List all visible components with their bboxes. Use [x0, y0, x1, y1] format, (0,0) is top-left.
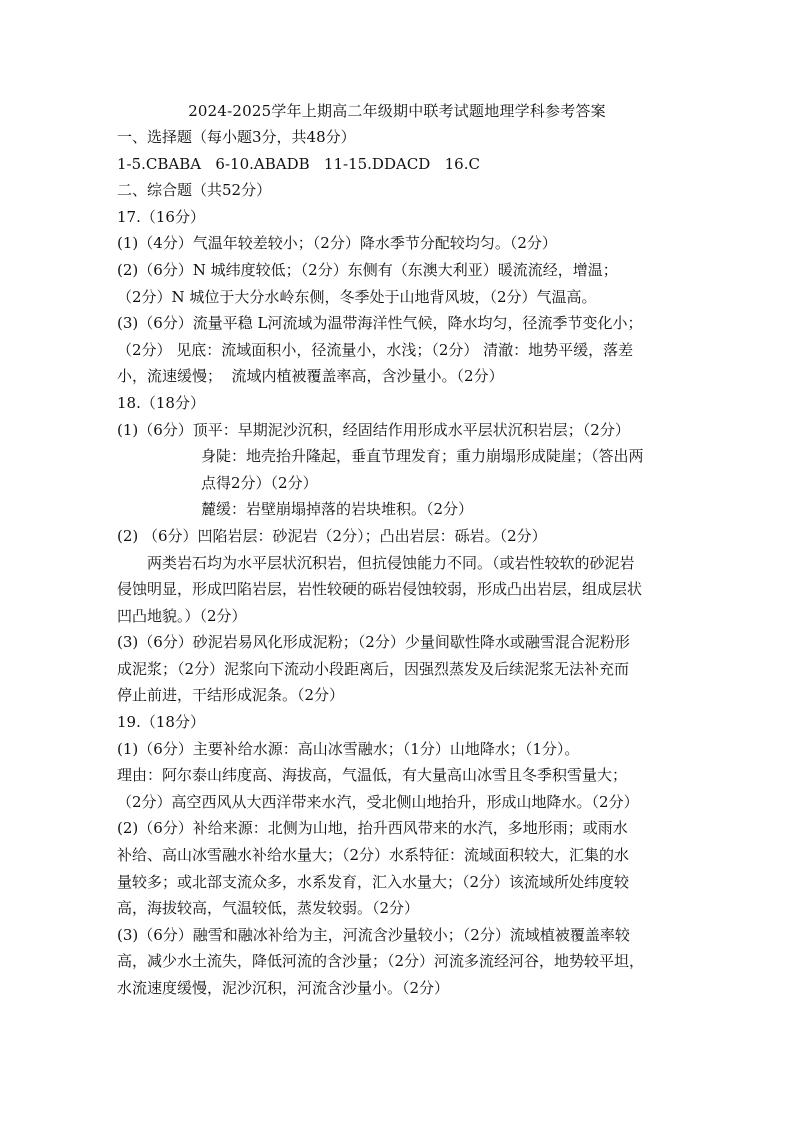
text-line: 水流速度缓慢，泥沙沉积，河流含沙量小。（2分） [117, 979, 450, 997]
text-line: (2) （6分）凹陷岩层：砂泥岩（2分）；凸出岩层：砾岩。（2分） [117, 526, 547, 545]
text-line: 补给、高山冰雪融水补给水量大；（2分）水系特征：流域面积较大，汇集的水 [117, 846, 630, 865]
text-line: 18.（18分） [117, 393, 205, 412]
text-line: 凹凸地貌。）（2分） [117, 606, 247, 625]
text-line: 小，流速缓慢； 流域内植被覆盖率高，含沙量小。（2分） [117, 367, 504, 386]
text-line: （2分）N 城位于大分水岭东侧，冬季处于山地背风坡，（2分）气温高。 [117, 287, 597, 306]
text-line: 高，减少水土流失，降低河流的含沙量；（2分）河流多流经河谷，地势较平坦， [117, 952, 645, 971]
text-line: 侵蚀明显，形成凹陷岩层，岩性较硬的砾岩侵蚀较弱，形成凸出岩层，组成层状 [117, 580, 643, 599]
text-line: (3)（6分）流量平稳 L河流域为温带海洋性气候，降水均匀，径流季节变化小； [117, 314, 643, 333]
text-line: （2分）高空西风从大西洋带来水汽，受北侧山地抬升，形成山地降水。（2分） [117, 792, 639, 811]
text-line: 二、综合题（共52分） [117, 181, 272, 200]
text-line: (2)（6分）N 城纬度较低；（2分）东侧有（东澳大利亚）暖流流经，增温； [117, 260, 618, 279]
text-line: (3)（6分）砂泥岩易风化形成泥粉；（2分）少量间歇性降水或融雪混合泥粉形 [117, 633, 630, 652]
text-line: 身陡：地壳抬升隆起，垂直节理发育；重力崩塌形成陡崖；（答出两 [201, 447, 644, 466]
text-line: 高，海拔较高，气温较低，蒸发较弱。（2分） [117, 899, 420, 918]
text-line: 理由：阿尔泰山纬度高、海拔高，气温低，有大量高山冰雪且冬季积雪量大； [117, 766, 628, 785]
text-line: 19.（18分） [117, 713, 205, 732]
answer-body [117, 124, 687, 1002]
text-line: （2分） 见底：流域面积小，径流量小，水浅；（2分） 清澈：地势平缓，落差 [117, 340, 634, 359]
text-line: 一、选择题（每小题3分，共48分） [117, 128, 356, 146]
text-line: 停止前进，干结形成泥条。（2分） [117, 686, 345, 705]
text-line: 点得2分）（2分） [201, 473, 318, 492]
text-line: 量较多；或北部支流众多，水系发育，汇入水量大；（2分）该流域所处纬度较 [117, 872, 630, 891]
text-line: (2)（6分）补给来源：北侧为山地，抬升西风带来的水汽，多地形雨；或雨水 [117, 819, 628, 838]
text-line: 成泥浆；（2分）泥浆向下流动小段距离后，因强烈蒸发及后续泥浆无法补充而 [117, 659, 630, 678]
text-line: 17.（16分） [117, 207, 205, 226]
text-line: 1-5.CBABA 6-10.ABADB 11-15.DDACD 16.C [117, 154, 480, 173]
text-line: (1)（4分）气温年较差较小；（2分）降水季节分配较均匀。（2分） [117, 234, 557, 253]
text-line: (1)（6分）顶平：早期泥沙沉积，经固结作用形成水平层状沉积岩层；（2分） [117, 420, 630, 439]
text-line: (3)（6分）融雪和融冰补给为主，河流含沙量较小；（2分）流域植被覆盖率较 [117, 925, 630, 944]
document-title: 2024-2025学年上期高二年级期中联考试题地理学科参考答案 [188, 102, 606, 120]
text-line: 两类岩石均为水平层状沉积岩，但抗侵蚀能力不同。（或岩性较软的砂泥岩 [147, 553, 635, 572]
text-line: 麓缓：岩壁崩塌掉落的岩块堆积。（2分） [201, 500, 474, 519]
text-line: (1)（6分）主要补给水源：高山冰雪融水；（1分）山地降水；（1分）。 [117, 739, 580, 758]
